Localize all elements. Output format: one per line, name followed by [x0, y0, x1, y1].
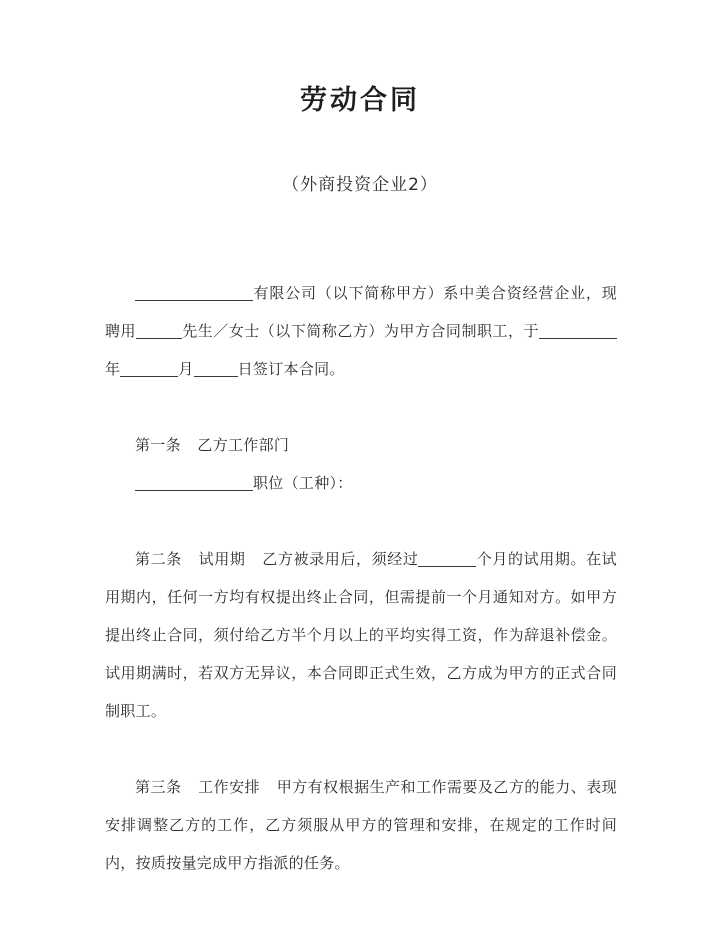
- article-2-number: 第二条: [135, 549, 182, 568]
- article-1-title: 乙方工作部门: [197, 435, 290, 454]
- article-2-title: 试用期: [198, 549, 246, 568]
- article-3-number: 第三条: [135, 777, 182, 796]
- company-name-blank[interactable]: [135, 285, 253, 301]
- article-1-number: 第一条: [135, 435, 181, 454]
- article-3-body: 甲方有权根据生产和工作需要及乙方的能力、表现安排调整乙方的工作，乙方须服从甲方的管理和安排，在规定的工作时间内，按质按量完成甲方指派的任务。: [105, 777, 618, 872]
- month-blank[interactable]: [120, 361, 178, 377]
- article-3-title: 工作安排: [197, 777, 261, 796]
- preamble-segment-1: 有限公司（以下简称甲方）系中美合资经营企业，现聘用: [105, 283, 617, 340]
- employee-name-blank-end[interactable]: [154, 323, 182, 339]
- preamble-segment-2: 先生／女士（以下简称乙方）为甲方合同制职工，于: [182, 321, 539, 340]
- preamble-segment-4: 月: [178, 359, 194, 378]
- article-3-paragraph: [105, 768, 617, 882]
- preamble-segment-3: 年: [105, 359, 121, 378]
- article-2-body-part1: 乙方被录用后，须经过: [262, 549, 419, 568]
- day-blank[interactable]: [194, 361, 238, 377]
- employee-name-blank-start[interactable]: [136, 323, 154, 339]
- article-2-body-part2: 个月的试用期。在试用期内，任何一方均有权提出终止合同，但需提前一个月通知对方。如甲方提出终止合同，须付给乙方半个月以上的平均实得工资，作为辞退补偿金。试用期满时，若双方无异议，本合同即正式生效，乙方成为甲方的正式合同制职工。: [105, 549, 617, 720]
- article-2-paragraph: [105, 540, 617, 730]
- document-subtitle: （外商投资企业2）: [282, 174, 438, 195]
- article-1-position-label: 职位（工种）：: [253, 473, 353, 492]
- preamble-segment-5: 日签订本合同。: [237, 359, 345, 378]
- probation-months-blank[interactable]: [418, 551, 476, 567]
- article-1-position-line: [105, 464, 617, 502]
- page-title: 劳动合同: [300, 85, 420, 116]
- year-blank[interactable]: [539, 323, 617, 339]
- article-1-heading: [105, 426, 617, 464]
- document-body: [0, 274, 720, 882]
- preamble-paragraph: [105, 274, 617, 388]
- department-blank[interactable]: [135, 475, 253, 491]
